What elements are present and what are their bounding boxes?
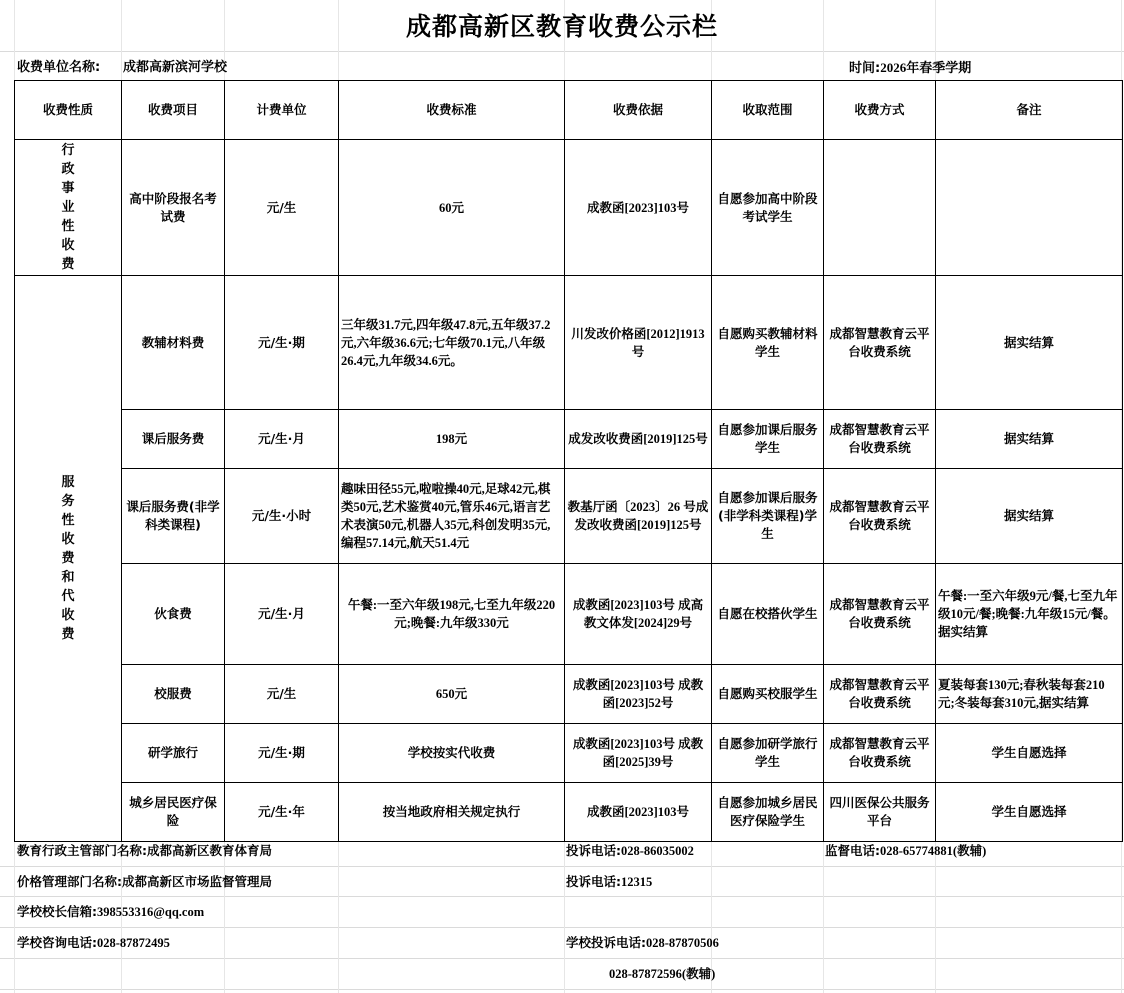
cell-unit: 元/生·年 (225, 783, 339, 842)
cell-method: 成都智慧教育云平台收费系统 (824, 724, 936, 783)
cell-item: 高中阶段报名考试费 (122, 140, 225, 276)
cell-note: 学生自愿选择 (936, 724, 1123, 783)
cell-standard: 学校按实代收费 (339, 724, 565, 783)
cell-standard: 198元 (339, 410, 565, 469)
complaint-phone-2-label: 投诉电话: (566, 874, 621, 889)
school-complaint-value: 028-87870506 (646, 936, 719, 950)
consult-phone (17, 934, 170, 952)
cell-item: 课后服务费 (122, 410, 225, 469)
cell-unit: 元/生 (225, 140, 339, 276)
complaint-phone-1-value: 028-86035002 (621, 844, 694, 858)
table-row (15, 783, 1123, 842)
supervise-phone-value: 028-65774881(教辅) (880, 844, 987, 858)
cell-basis: 成发改收费函[2019]125号 (565, 410, 712, 469)
complaint-phone-1 (566, 842, 694, 860)
cell-note (936, 140, 1123, 276)
cell-method: 成都智慧教育云平台收费系统 (824, 564, 936, 665)
cell-standard: 午餐:一至六年级198元,七至九年级220元;晚餐:九年级330元 (339, 564, 565, 665)
unit-name-label: 收费单位名称: (17, 60, 101, 75)
cell-scope: 自愿参加课后服务学生 (712, 410, 824, 469)
table-row (15, 724, 1123, 783)
term-time (849, 59, 971, 78)
cell-unit: 元/生·月 (225, 564, 339, 665)
cell-scope: 自愿参加高中阶段考试学生 (712, 140, 824, 276)
complaint-phone-2-value: 12315 (621, 875, 653, 889)
cell-method: 成都智慧教育云平台收费系统 (824, 665, 936, 724)
admin-dept (17, 842, 272, 860)
mailbox-label: 学校校长信箱: (17, 904, 97, 919)
cell-basis: 成教函[2023]103号 (565, 140, 712, 276)
header-scope: 收取范围 (712, 81, 824, 140)
cell-standard: 趣味田径55元,啦啦操40元,足球42元,棋类50元,艺术鉴赏40元,管乐46元,语言艺术表演50元,机器人35元,科创发明35元,编程57.14元,航天51.4元 (339, 469, 565, 564)
cell-unit: 元/生 (225, 665, 339, 724)
category-admin: 行政事业性收费 (15, 140, 122, 276)
cell-scope: 自愿参加课后服务(非学科类课程)学生 (712, 469, 824, 564)
cell-item: 研学旅行 (122, 724, 225, 783)
complaint-phone-2 (566, 873, 652, 891)
admin-dept-label: 教育行政主管部门名称: (17, 843, 147, 858)
cell-basis: 教基厅函〔2023〕26 号成发改收费函[2019]125号 (565, 469, 712, 564)
cell-method: 成都智慧教育云平台收费系统 (824, 410, 936, 469)
header-unit: 计费单位 (225, 81, 339, 140)
header-basis: 收费依据 (565, 81, 712, 140)
cell-standard: 三年级31.7元,四年级47.8元,五年级37.2元,六年级36.6元;七年级70.1元,八年级26.4元,九年级34.6元。 (339, 276, 565, 410)
cell-note: 据实结算 (936, 410, 1123, 469)
cell-unit: 元/生·期 (225, 724, 339, 783)
cell-basis: 成教函[2023]103号 成高教文体发[2024]29号 (565, 564, 712, 665)
cell-item: 课后服务费(非学科类课程) (122, 469, 225, 564)
table-row (15, 276, 1123, 410)
school-complaint-phone (566, 934, 719, 952)
time-value: 2026年春季学期 (880, 60, 972, 75)
cell-scope: 自愿参加研学旅行学生 (712, 724, 824, 783)
cell-method: 成都智慧教育云平台收费系统 (824, 276, 936, 410)
cell-unit: 元/生·小时 (225, 469, 339, 564)
header-method: 收费方式 (824, 81, 936, 140)
fee-table (14, 80, 1123, 842)
cell-scope: 自愿购买校服学生 (712, 665, 824, 724)
cell-note: 学生自愿选择 (936, 783, 1123, 842)
school-complaint-phone-2: 028-87872596(教辅) (609, 967, 716, 981)
cell-item: 校服费 (122, 665, 225, 724)
cell-method: 四川医保公共服务平台 (824, 783, 936, 842)
cell-scope: 自愿参加城乡居民医疗保险学生 (712, 783, 824, 842)
table-row (15, 410, 1123, 469)
cell-scope: 自愿购买教辅材料学生 (712, 276, 824, 410)
unit-name-value: 成都高新滨河学校 (123, 60, 228, 75)
cell-method: 成都智慧教育云平台收费系统 (824, 469, 936, 564)
complaint-phone-1-label: 投诉电话: (566, 843, 621, 858)
cell-item: 城乡居民医疗保险 (122, 783, 225, 842)
principal-mailbox (17, 903, 204, 921)
cell-item: 伙食费 (122, 564, 225, 665)
consult-phone-value: 028-87872495 (97, 936, 170, 950)
cell-method (824, 140, 936, 276)
cell-standard: 60元 (339, 140, 565, 276)
cell-basis: 成教函[2023]103号 (565, 783, 712, 842)
header-note: 备注 (936, 81, 1123, 140)
admin-dept-value: 成都高新区教育体育局 (147, 843, 273, 858)
header-nature: 收费性质 (15, 81, 122, 140)
cell-standard: 650元 (339, 665, 565, 724)
time-label: 时间: (849, 61, 881, 76)
cell-note: 午餐:一至六年级9元/餐,七至九年级10元/餐;晚餐:九年级15元/餐。据实结算 (936, 564, 1123, 665)
page-title: 成都高新区教育收费公示栏 (405, 12, 718, 41)
cell-basis: 成教函[2023]103号 成教函[2023]52号 (565, 665, 712, 724)
supervise-phone-label: 监督电话: (825, 843, 880, 858)
category-service: 服务性收费和代收费 (15, 276, 122, 842)
cell-basis: 川发改价格函[2012]1913号 (565, 276, 712, 410)
school-complaint-label: 学校投诉电话: (566, 935, 646, 950)
header-item: 收费项目 (122, 81, 225, 140)
header-row (15, 81, 1123, 140)
table-row (15, 665, 1123, 724)
cell-note: 据实结算 (936, 276, 1123, 410)
cell-note: 夏装每套130元;春秋装每套210元;冬装每套310元,据实结算 (936, 665, 1123, 724)
table-row (15, 469, 1123, 564)
table-row (15, 140, 1123, 276)
cell-item: 教辅材料费 (122, 276, 225, 410)
cell-scope: 自愿在校搭伙学生 (712, 564, 824, 665)
cell-unit: 元/生·期 (225, 276, 339, 410)
header-standard: 收费标准 (339, 81, 565, 140)
cell-basis: 成教函[2023]103号 成教函[2025]39号 (565, 724, 712, 783)
consult-phone-label: 学校咨询电话: (17, 935, 97, 950)
cell-unit: 元/生·月 (225, 410, 339, 469)
mailbox-value: 398553316@qq.com (97, 905, 205, 919)
price-dept-label: 价格管理部门名称: (17, 874, 122, 889)
table-row (15, 564, 1123, 665)
price-dept-value: 成都高新区市场监督管理局 (122, 874, 273, 889)
cell-note: 据实结算 (936, 469, 1123, 564)
price-dept (17, 873, 272, 891)
supervise-phone (825, 842, 986, 860)
cell-standard: 按当地政府相关规定执行 (339, 783, 565, 842)
